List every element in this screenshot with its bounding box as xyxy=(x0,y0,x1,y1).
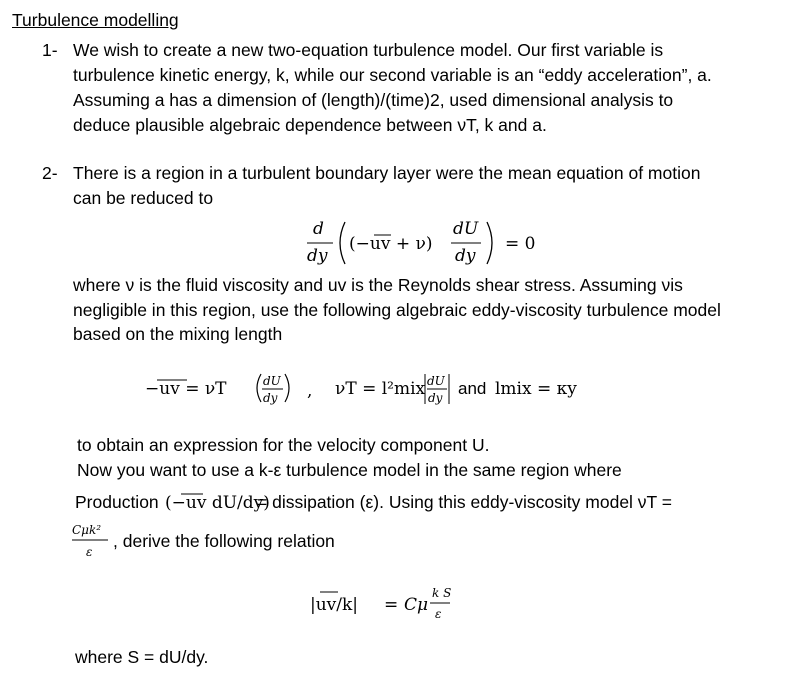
eq2-nu-t: νT = l²mix xyxy=(335,379,426,399)
q1-number: 1- xyxy=(42,40,58,60)
nu-t-fraction xyxy=(70,518,118,564)
eq3-num: k S xyxy=(432,586,452,600)
production-expression xyxy=(163,480,270,524)
eq3-den: ε xyxy=(435,607,442,621)
production-suffix: = dissipation (ε). Using this eddy-viscosity model νT = xyxy=(257,492,673,512)
eq1-inner: (−uv + ν) xyxy=(349,234,433,254)
cmu-frac-den: ε xyxy=(86,545,93,559)
q2-intro-1: There is a region in a turbulent boundary layer were the mean equation of motion xyxy=(73,163,701,183)
eq2-abs-den: dy xyxy=(428,391,443,405)
equation-relation xyxy=(308,580,478,624)
cmu-frac-num: Cμk² xyxy=(72,523,102,537)
page-title: Turbulence modelling xyxy=(12,10,179,30)
q2-intro-2: can be reduced to xyxy=(73,188,214,208)
eq2-lhs: −uv = νT xyxy=(145,379,227,399)
eq2-sep: , xyxy=(307,381,313,401)
q1-line-3: Assuming a has a dimension of (length)/(time)2, used dimensional analysis to xyxy=(73,90,674,110)
q2-mid-1: to obtain an expression for the velocity component U. xyxy=(77,435,490,455)
q1-line-4: deduce plausible algebraic dependence between νT, k and a. xyxy=(73,115,547,135)
q2-where: where S = dU/dy. xyxy=(75,647,209,667)
production-expr: (−uv dU/dy) xyxy=(165,493,270,513)
eq2-frac-num: dU xyxy=(263,374,281,388)
production-prefix: Production xyxy=(75,492,159,512)
eq1-dy: dy xyxy=(307,246,328,266)
cmu-suffix: , derive the following relation xyxy=(113,531,335,551)
q2-mid-2: Now you want to use a k-ε turbulence model in the same region where xyxy=(77,460,622,480)
q1-line-1: We wish to create a new two-equation turbulence model. Our first variable is xyxy=(73,40,664,60)
eq2-frac-den: dy xyxy=(263,391,278,405)
eq2-and: and xyxy=(458,379,487,398)
eq2-abs-num: dU xyxy=(427,374,445,388)
q2-after-1: where ν is the fluid viscosity and uv is the Reynolds shear stress. Assuming νis xyxy=(73,275,683,295)
eq1-d: d xyxy=(313,219,324,239)
eq3-lhs: |uv/k| xyxy=(310,595,359,615)
q2-after-2: negligible in this region, use the following algebraic eddy-viscosity turbulence model xyxy=(73,300,721,320)
equation-momentum xyxy=(305,212,565,270)
eq1-dU: dU xyxy=(453,219,479,239)
q2-after-3: based on the mixing length xyxy=(73,324,283,344)
eq3-eq: = xyxy=(384,595,399,615)
eq1-dy2: dy xyxy=(455,246,476,266)
q2-number: 2- xyxy=(42,163,58,183)
eq3-cmu: Cμ xyxy=(404,595,429,615)
eq2-lmix: lmix = κy xyxy=(495,379,577,399)
equation-mixing-length xyxy=(145,364,625,414)
eq1-rhs: = 0 xyxy=(505,234,536,254)
q1-line-2: turbulence kinetic energy, k, while our second variable is an “eddy acceleration”, a. xyxy=(73,65,712,85)
